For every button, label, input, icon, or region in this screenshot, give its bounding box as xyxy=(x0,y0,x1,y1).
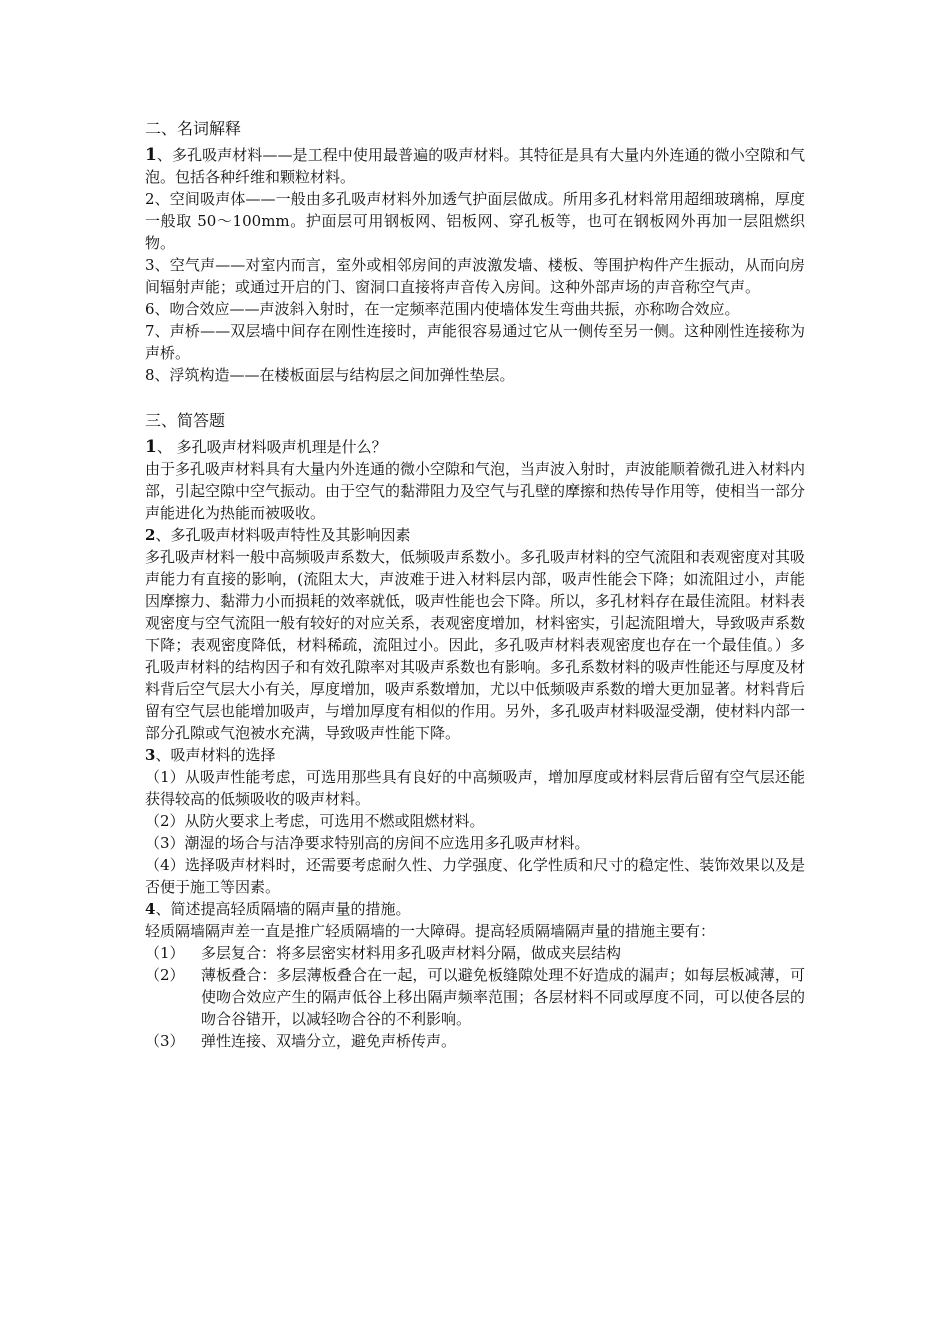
section-2-title: 二、名词解释 xyxy=(145,119,242,138)
term-number: 2 xyxy=(145,190,155,208)
question-title xyxy=(145,436,805,458)
answer-point: （4）选择吸声材料时，还需要考虑耐久性、力学强度、化学性质和尺寸的稳定性、装饰效果以及是否便于施工等因素。 xyxy=(145,856,805,896)
term-item xyxy=(145,320,805,364)
section-3-title: 三、简答题 xyxy=(145,411,226,430)
question-title xyxy=(145,898,805,920)
question-number: 2 xyxy=(145,526,156,544)
term-text: 、空间吸声体——一般由多孔吸声材料外加透气护面层做成。所用多孔材料常用超细玻璃棉，厚度一般取 50～100mm。护面层可用钢板网、铝板网、穿孔板等，也可在钢板网外再加一层阻燃织物。 xyxy=(145,190,805,252)
answer-text: 由于多孔吸声材料具有大量内外连通的微小空隙和气泡，当声波入射时，声波能顺着微孔进入材料内部，引起空隙中空气振动。由于空气的黏滞阻力及空气与孔壁的摩擦和热传导作用等，使相当一部分声能进化为热能而被吸收。 xyxy=(145,460,806,522)
measure-text: 弹性连接、双墙分立，避免声桥传声。 xyxy=(201,1032,457,1050)
question-text: 、多孔吸声材料吸声特性及其影响因素 xyxy=(155,526,411,544)
measure-text: 多层复合：将多层密实材料用多孔吸声材料分隔，做成夹层结构 xyxy=(201,944,622,962)
question-text: 、 多孔吸声材料吸声机理是什么？ xyxy=(156,438,387,456)
measure-item xyxy=(145,942,805,964)
answer-point: （3）潮湿的场合与洁净要求特别高的房间不应选用多孔吸声材料。 xyxy=(145,834,590,852)
term-item xyxy=(145,364,805,386)
measure-number: （3） xyxy=(145,1032,185,1050)
term-number: 8 xyxy=(145,366,155,384)
term-item xyxy=(145,144,805,188)
measure-text: 薄板叠合：多层薄板叠合在一起，可以避免板缝隙处理不好造成的漏声；如每层板减薄，可使吻合效应产生的隔声低谷上移出隔声频率范围；各层材料不同或厚度不同，可以使各层的吻合谷错开，以减轻吻合谷的不利影响。 xyxy=(201,966,805,1028)
term-text: 、声桥——双层墙中间存在刚性连接时，声能很容易通过它从一侧传至另一侧。这种刚性连接称为声桥。 xyxy=(145,322,805,362)
measure-number: （2） xyxy=(145,966,185,984)
term-item xyxy=(145,188,805,254)
question-number: 4 xyxy=(145,900,156,918)
answer-point: （1）从吸声性能考虑，可选用那些具有良好的中高频吸声，增加厚度或材料层背后留有空气层还能获得较高的低频吸收的吸声材料。 xyxy=(145,768,805,808)
term-number: 3 xyxy=(145,256,155,274)
term-text: 、吻合效应——声波斜入射时，在一定频率范围内使墙体发生弯曲共振，亦称吻合效应。 xyxy=(154,300,740,318)
answer-intro: 轻质隔墙隔声差一直是推广轻质隔墙的一大障碍。提高轻质隔墙隔声量的措施主要有： xyxy=(145,922,716,940)
term-item xyxy=(145,254,805,298)
question-text: 、简述提高轻质隔墙的隔声量的措施。 xyxy=(155,900,411,918)
question-text: 、吸声材料的选择 xyxy=(155,746,276,764)
term-number: 6 xyxy=(145,300,155,318)
measure-number: （1） xyxy=(145,944,185,962)
question-title xyxy=(145,524,805,546)
question-number: 3 xyxy=(145,746,156,764)
term-number: 7 xyxy=(145,322,155,340)
term-text: 、浮筑构造——在楼板面层与结构层之间加弹性垫层。 xyxy=(154,366,515,384)
answer-text: 多孔吸声材料一般中高频吸声系数大，低频吸声系数小。多孔吸声材料的空气流阻和表观密度对其吸声能力有直接的影响，(流阻太大，声波难于进入材料层内部，吸声性能会下降；如流阻过小，声能因摩擦力、黏滞力小而损耗的效率就低，吸声性能也会下降。所以，多孔材料存在最佳流阻。材料表观密度与空气流阻一般有较好的对应关系，表观密度增加，材料密实，引起流阻增大，导致吸声系数下降；表观密度降低，材料稀疏，流阻过小。因此，多孔吸声材料表观密度也存在一个最佳值。）多孔吸声材料的结构因子和有效孔隙率对其吸声系数也有影响。多孔系数材料的吸声性能还与厚度及材料背后空气层大小有关，厚度增加，吸声系数增加，尤以中低频吸声系数的增大更加显著。材料背后留有空气层也能增加吸声，与增加厚度有相似的作用。另外，多孔吸声材料吸湿受潮，使材料内部一部分孔隙或气泡被水充满，导致吸声性能下降。 xyxy=(145,548,806,742)
question-title xyxy=(145,744,805,766)
term-number: 1 xyxy=(145,145,157,165)
answer-point: （2）从防火要求上考虑，可选用不燃或阻燃材料。 xyxy=(145,812,485,830)
document-content xyxy=(145,116,805,1052)
term-text: 、多孔吸声材料——是工程中使用最普遍的吸声材料。其特征是具有大量内外连通的微小空隙和气泡。包括各种纤维和颗粒材料。 xyxy=(145,146,805,186)
question-number: 1 xyxy=(145,437,157,457)
term-item xyxy=(145,298,805,320)
measure-item xyxy=(145,964,805,1030)
term-text: 、空气声——对室内而言，室外或相邻房间的声波激发墙、楼板、等围护构件产生振动，从而向房间辐射声能；或通过开启的门、窗洞口直接将声音传入房间。这种外部声场的声音称空气声。 xyxy=(145,256,805,296)
measure-item xyxy=(145,1030,805,1052)
